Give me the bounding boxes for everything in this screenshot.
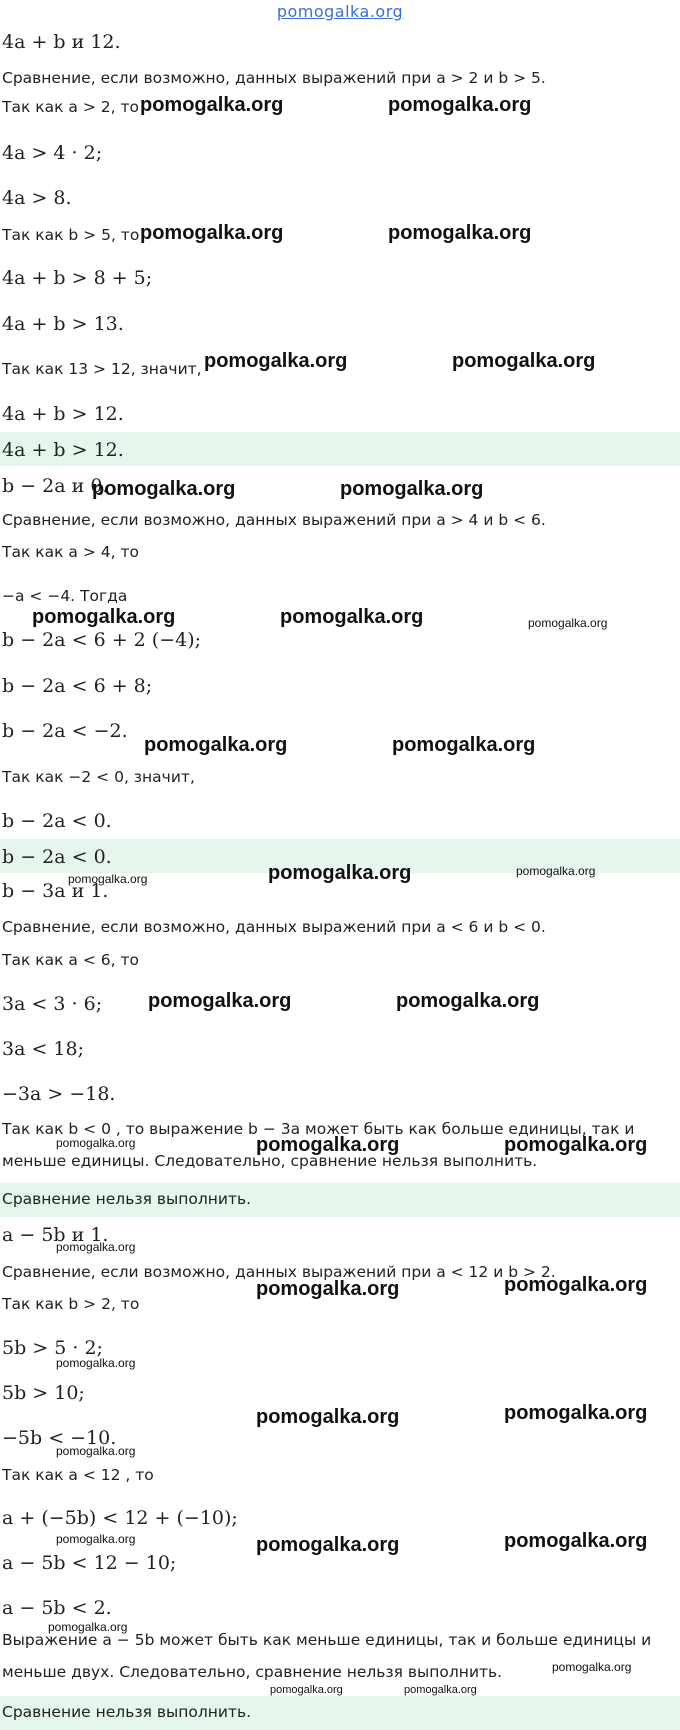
watermark: pomogalka.org [516,864,596,878]
math-line: 5b > 5 · 2; [2,1337,103,1359]
watermark: pomogalka.org [256,1134,400,1156]
watermark: pomogalka.org [140,94,284,116]
watermark: pomogalka.org [68,872,148,886]
problem-statement: a − 5b и 1. [2,1224,109,1246]
watermark: pomogalka.org [528,616,608,630]
watermark: pomogalka.org [396,990,540,1012]
math-line: 4a + b > 8 + 5; [2,267,153,289]
step-text: Так как b > 5, то [2,226,140,244]
watermark: pomogalka.org [56,1356,136,1370]
step-text: Так как a < 6, то [2,951,139,969]
math-line: −5b < −10. [2,1427,117,1449]
math-line: 4a + b > 12. [2,403,124,425]
step-text: Так как a > 4, то [2,543,139,561]
watermark: pomogalka.org [270,1684,343,1696]
site-watermark-top[interactable]: pomogalka.org [276,2,404,21]
watermark: pomogalka.org [388,222,532,244]
watermark: pomogalka.org [92,478,236,500]
watermark: pomogalka.org [204,350,348,372]
answer-row: Сравнение нельзя выполнить. [0,1696,680,1730]
step-text: −a < −4. Тогда [2,587,128,605]
condition-text: Сравнение, если возможно, данных выражений при a < 12 и b > 2. [2,1263,556,1281]
condition-text: Сравнение, если возможно, данных выражений при a > 4 и b < 6. [2,511,546,529]
watermark: pomogalka.org [56,1444,136,1458]
math-line: 3a < 3 · 6; [2,993,103,1015]
watermark: pomogalka.org [504,1530,648,1552]
math-line: 4a + b > 13. [2,313,124,335]
math-line: a − 5b < 2. [2,1597,112,1619]
condition-text: Сравнение, если возможно, данных выражений при a < 6 и b < 0. [2,918,546,936]
condition-text: Сравнение, если возможно, данных выражений при a > 2 и b > 5. [2,69,546,87]
math-line: 4a > 8. [2,187,72,209]
watermark: pomogalka.org [504,1274,648,1296]
math-line: a + (−5b) < 12 + (−10); [2,1507,238,1529]
watermark: pomogalka.org [256,1406,400,1428]
problem-statement: b − 3a и 1. [2,880,109,902]
watermark: pomogalka.org [56,1532,136,1546]
problem-statement: 4a + b и 12. [2,31,121,53]
math-line: b − 2a < 6 + 8; [2,675,153,697]
watermark: pomogalka.org [56,1136,136,1150]
math-line: b − 2a < 6 + 2 (−4); [2,629,202,651]
step-text: Так как a > 2, то [2,98,139,116]
watermark: pomogalka.org [280,606,424,628]
math-line: b − 2a < 0. [2,810,112,832]
watermark: pomogalka.org [140,222,284,244]
answer-row: 4a + b > 12. [0,432,680,466]
step-text: Так как a < 12 , то [2,1466,154,1484]
watermark: pomogalka.org [404,1684,477,1696]
watermark: pomogalka.org [268,862,412,884]
watermark: pomogalka.org [388,94,532,116]
watermark: pomogalka.org [552,1660,632,1674]
step-text: Так как 13 > 12, значит, [2,360,202,378]
math-line: a − 5b < 12 − 10; [2,1552,177,1574]
math-line: b − 2a < −2. [2,720,128,742]
watermark: pomogalka.org [392,734,536,756]
step-text: Так как −2 < 0, значит, [2,768,195,786]
math-line: 5b > 10; [2,1382,85,1404]
answer-row: Сравнение нельзя выполнить. [0,1183,680,1217]
answer-row: b − 2a < 0. [0,839,680,873]
watermark: pomogalka.org [504,1134,648,1156]
explanation-text: Так как b < 0 , то выражение b − 3a может быть как больше единицы, так и меньше единицы. Следовательно, сравнение нельзя выполнить. [2,1120,635,1170]
watermark: pomogalka.org [256,1278,400,1300]
watermark: pomogalka.org [144,734,288,756]
math-line: 4a > 4 · 2; [2,142,103,164]
problem-statement: b − 2a и 0. [2,475,109,497]
watermark: pomogalka.org [504,1402,648,1424]
math-line: 3a < 18; [2,1038,84,1060]
watermark: pomogalka.org [148,990,292,1012]
explanation-text: Выражение a − 5b может быть как меньше единицы, так и больше единицы и меньше двух. Следовательно, сравнение нельзя выполнить. [2,1631,652,1681]
watermark: pomogalka.org [56,1240,136,1254]
watermark: pomogalka.org [452,350,596,372]
watermark: pomogalka.org [48,1620,128,1634]
step-text: Так как b > 2, то [2,1295,140,1313]
watermark: pomogalka.org [32,606,176,628]
math-line: −3a > −18. [2,1083,116,1105]
watermark: pomogalka.org [340,478,484,500]
watermark: pomogalka.org [256,1534,400,1556]
